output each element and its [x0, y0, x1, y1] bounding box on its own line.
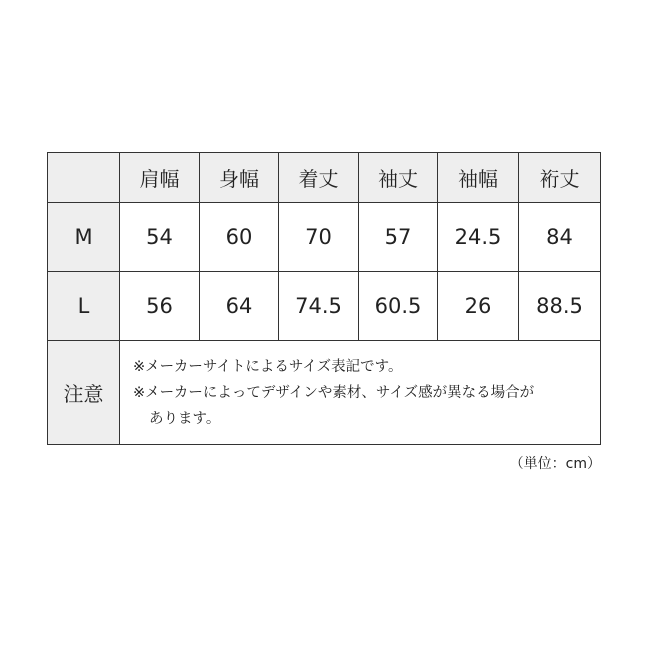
size-label: M	[48, 203, 120, 272]
table-cell: 64	[200, 272, 279, 341]
note-line: あります。	[149, 410, 221, 427]
header-yuki-length: 裄丈	[519, 153, 601, 203]
table-cell: 88.5	[519, 272, 601, 341]
table-cell: 70	[279, 203, 359, 272]
notes-label: 注意	[48, 341, 120, 445]
corner-cell	[48, 153, 120, 203]
header-shoulder-width: 肩幅	[120, 153, 200, 203]
table-cell: 54	[120, 203, 200, 272]
note-line: ※メーカーによってデザインや素材、サイズ感が異なる場合が	[133, 384, 535, 401]
header-body-width: 身幅	[200, 153, 279, 203]
table-cell: 26	[438, 272, 519, 341]
size-label: L	[48, 272, 120, 341]
table-cell: 84	[519, 203, 601, 272]
notes-cell	[120, 341, 601, 445]
table-cell: 74.5	[279, 272, 359, 341]
table-cell: 60	[200, 203, 279, 272]
table-row-size-m	[48, 203, 601, 272]
table-cell: 56	[120, 272, 200, 341]
table-cell: 24.5	[438, 203, 519, 272]
unit-note: （単位：cm）	[509, 456, 601, 472]
header-sleeve-width: 袖幅	[438, 153, 519, 203]
table-cell: 57	[359, 203, 438, 272]
table-cell: 60.5	[359, 272, 438, 341]
header-sleeve-length: 袖丈	[359, 153, 438, 203]
size-chart-table	[47, 152, 601, 445]
notes-row	[48, 341, 601, 445]
header-length: 着丈	[279, 153, 359, 203]
note-line: ※メーカーサイトによるサイズ表記です。	[133, 358, 403, 375]
table-row-size-l	[48, 272, 601, 341]
header-row	[48, 153, 601, 203]
